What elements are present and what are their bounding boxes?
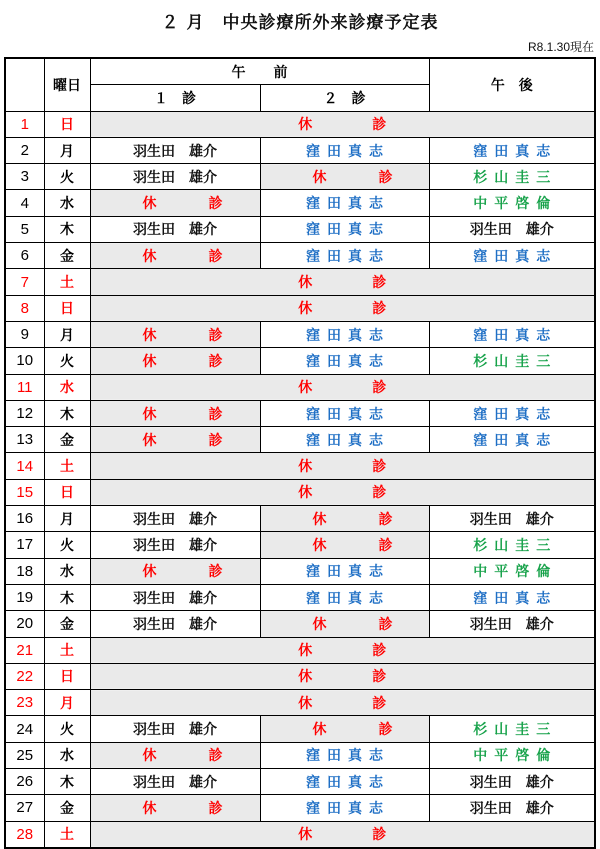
weekday: 水 [44,558,90,584]
weekday: 日 [44,479,90,505]
day-number: 14 [5,453,44,479]
table-row [5,111,595,137]
day-number: 21 [5,637,44,663]
as-of-date: R8.1.30現在 [527,40,594,54]
weekday: 金 [44,243,90,269]
closed-all-day: 休診 [90,269,595,295]
weekday: 月 [44,690,90,716]
am2-cell: 休診 [260,532,429,558]
day-number: 5 [5,216,44,242]
header-weekday: 曜日 [44,58,90,111]
weekday: 日 [44,663,90,689]
day-number: 2 [5,137,44,163]
table-row [5,532,595,558]
day-number: 18 [5,558,44,584]
table-row [5,663,595,689]
day-number: 4 [5,190,44,216]
pm-cell: 杉山圭三 [429,164,595,190]
pm-cell: 羽生田 雄介 [429,216,595,242]
table-row [5,584,595,610]
am1-cell: 羽生田 雄介 [90,137,260,163]
day-number: 6 [5,243,44,269]
header-am2: ２ 診 [260,85,429,111]
table-row [5,269,595,295]
weekday: 木 [44,769,90,795]
day-number: 10 [5,348,44,374]
closed-all-day: 休診 [90,821,595,848]
am1-cell: 羽生田 雄介 [90,769,260,795]
pm-cell: 窪田真志 [429,427,595,453]
am2-cell: 窪田真志 [260,584,429,610]
day-number: 13 [5,427,44,453]
day-number: 27 [5,795,44,821]
weekday: 土 [44,821,90,848]
table-row [5,374,595,400]
weekday: 水 [44,190,90,216]
day-number: 23 [5,690,44,716]
am1-cell: 羽生田 雄介 [90,532,260,558]
weekday: 土 [44,269,90,295]
day-number: 12 [5,400,44,426]
weekday: 金 [44,611,90,637]
table-row [5,795,595,821]
pm-cell: 窪田真志 [429,137,595,163]
table-row [5,821,595,848]
closed-all-day: 休診 [90,374,595,400]
am2-cell: 休診 [260,611,429,637]
am2-cell: 窪田真志 [260,190,429,216]
am1-cell: 羽生田 雄介 [90,506,260,532]
day-number: 1 [5,111,44,137]
day-number: 25 [5,742,44,768]
header-pm: 午 後 [429,58,595,111]
pm-cell: 羽生田 雄介 [429,506,595,532]
weekday: 木 [44,216,90,242]
table-row [5,742,595,768]
am1-cell: 休診 [90,400,260,426]
am2-cell: 窪田真志 [260,769,429,795]
am1-cell: 休診 [90,243,260,269]
am2-cell: 窪田真志 [260,427,429,453]
weekday: 日 [44,295,90,321]
weekday: 月 [44,321,90,347]
pm-cell: 羽生田 雄介 [429,795,595,821]
closed-all-day: 休診 [90,690,595,716]
am2-cell: 窪田真志 [260,400,429,426]
table-row [5,690,595,716]
day-number: 15 [5,479,44,505]
am2-cell: 窪田真志 [260,742,429,768]
am1-cell: 休診 [90,558,260,584]
weekday: 月 [44,506,90,532]
schedule-table [4,57,596,849]
closed-all-day: 休診 [90,479,595,505]
pm-cell: 窪田真志 [429,584,595,610]
weekday: 火 [44,716,90,742]
day-number: 17 [5,532,44,558]
weekday: 日 [44,111,90,137]
am2-cell: 休診 [260,164,429,190]
day-number: 3 [5,164,44,190]
day-number: 7 [5,269,44,295]
closed-all-day: 休診 [90,111,595,137]
page-title: ２ 月 中央診療所外来診療予定表 [161,13,439,33]
day-number: 24 [5,716,44,742]
table-row [5,348,595,374]
table-row [5,137,595,163]
day-number: 11 [5,374,44,400]
weekday: 土 [44,453,90,479]
table-row [5,427,595,453]
header-day [5,58,44,111]
day-number: 26 [5,769,44,795]
header-am: 午 前 [90,58,429,85]
table-row [5,295,595,321]
pm-cell: 窪田真志 [429,321,595,347]
pm-cell: 杉山圭三 [429,716,595,742]
weekday: 水 [44,742,90,768]
weekday: 月 [44,137,90,163]
table-row [5,637,595,663]
weekday: 土 [44,637,90,663]
am1-cell: 休診 [90,742,260,768]
weekday: 木 [44,584,90,610]
table-row [5,164,595,190]
pm-cell: 羽生田 雄介 [429,769,595,795]
day-number: 20 [5,611,44,637]
am1-cell: 休診 [90,190,260,216]
am1-cell: 羽生田 雄介 [90,164,260,190]
am1-cell: 羽生田 雄介 [90,611,260,637]
day-number: 28 [5,821,44,848]
am2-cell: 窪田真志 [260,137,429,163]
closed-all-day: 休診 [90,663,595,689]
am2-cell: 休診 [260,716,429,742]
schedule-body [5,111,595,848]
pm-cell: 杉山圭三 [429,532,595,558]
pm-cell: 窪田真志 [429,243,595,269]
closed-all-day: 休診 [90,453,595,479]
weekday: 水 [44,374,90,400]
day-number: 9 [5,321,44,347]
table-row [5,321,595,347]
am1-cell: 羽生田 雄介 [90,584,260,610]
pm-cell: 杉山圭三 [429,348,595,374]
weekday: 金 [44,795,90,821]
table-row [5,558,595,584]
pm-cell: 羽生田 雄介 [429,611,595,637]
am1-cell: 休診 [90,795,260,821]
weekday: 金 [44,427,90,453]
am2-cell: 窪田真志 [260,243,429,269]
pm-cell: 中平啓倫 [429,558,595,584]
am2-cell: 窪田真志 [260,216,429,242]
weekday: 火 [44,164,90,190]
am1-cell: 休診 [90,321,260,347]
am1-cell: 羽生田 雄介 [90,716,260,742]
table-row [5,400,595,426]
day-number: 8 [5,295,44,321]
weekday: 火 [44,532,90,558]
weekday: 火 [44,348,90,374]
table-row [5,769,595,795]
am2-cell: 窪田真志 [260,348,429,374]
pm-cell: 中平啓倫 [429,742,595,768]
day-number: 19 [5,584,44,610]
am1-cell: 休診 [90,427,260,453]
closed-all-day: 休診 [90,637,595,663]
header-am1: １ 診 [90,85,260,111]
pm-cell: 窪田真志 [429,400,595,426]
table-row [5,190,595,216]
am2-cell: 窪田真志 [260,795,429,821]
day-number: 22 [5,663,44,689]
day-number: 16 [5,506,44,532]
am2-cell: 休診 [260,506,429,532]
table-row [5,243,595,269]
table-row [5,611,595,637]
am1-cell: 休診 [90,348,260,374]
am1-cell: 羽生田 雄介 [90,216,260,242]
pm-cell: 中平啓倫 [429,190,595,216]
table-row [5,716,595,742]
table-row [5,216,595,242]
weekday: 木 [44,400,90,426]
table-row [5,506,595,532]
table-row [5,453,595,479]
am2-cell: 窪田真志 [260,321,429,347]
closed-all-day: 休診 [90,295,595,321]
table-row [5,479,595,505]
am2-cell: 窪田真志 [260,558,429,584]
